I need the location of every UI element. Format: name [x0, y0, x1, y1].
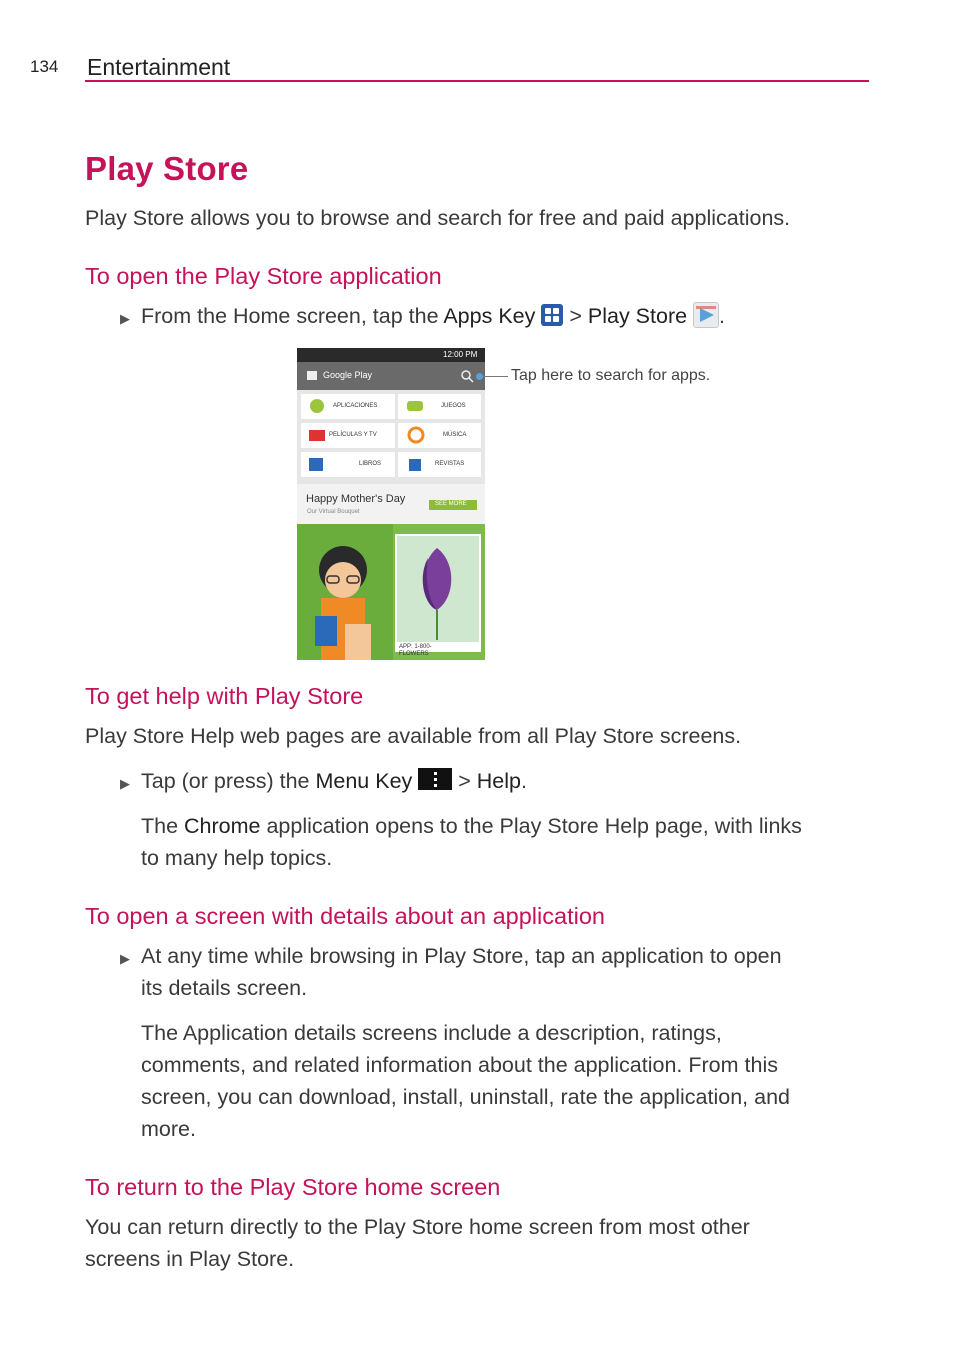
intro-text: Play Store allows you to browse and search for free and paid applications.: [85, 206, 791, 230]
help-label: Help: [476, 769, 521, 793]
menu-key-icon: [418, 768, 452, 790]
search-button[interactable]: [457, 366, 477, 386]
note-text: comments, and related information about the application. From this: [141, 1053, 778, 1077]
details-step: [141, 940, 871, 1004]
play-store-screenshot: [297, 348, 485, 660]
play-store-icon: [693, 302, 719, 328]
bullet-arrow-icon: ▶: [120, 951, 130, 966]
menu-key-label: Menu Key: [315, 769, 413, 793]
note-text: more.: [141, 1117, 196, 1141]
page-title: Play Store: [85, 150, 249, 187]
status-time: 12:00 PM: [443, 350, 478, 359]
heading-open-app: To open the Play Store application: [85, 263, 442, 289]
open-app-step: [141, 300, 871, 332]
note-text: screen, you can download, install, uninstall, rate the application, and: [141, 1085, 790, 1109]
page-number: 134: [30, 57, 59, 76]
return-line: You can return directly to the Play Store home screen from most other: [85, 1215, 750, 1239]
banner-button[interactable]: SEE MORE: [435, 501, 467, 507]
bullet-arrow-icon: ▶: [120, 311, 130, 326]
card-caption: APP: 1-800-FLOWERS: [399, 644, 432, 657]
category-item[interactable]: LIBROS: [359, 461, 382, 467]
heading-details: To open a screen with details about an application: [85, 903, 605, 929]
category-item[interactable]: REVISTAS: [435, 461, 465, 467]
callout-label: Tap here to search for apps.: [511, 367, 711, 384]
step-text: Tap (or press) the: [141, 769, 316, 793]
heading-return: To return to the Play Store home screen: [85, 1174, 501, 1200]
separator: >: [452, 769, 477, 793]
step-text: From the Home screen, tap the: [141, 304, 444, 328]
note-text: application opens to the Play Store Help page, with links: [260, 814, 802, 838]
step-end: .: [521, 769, 527, 793]
section-title: Entertainment: [87, 54, 231, 80]
play-store-label: Play Store: [587, 304, 688, 328]
note-text: The: [141, 814, 185, 838]
details-note: [141, 1017, 871, 1145]
step-end: .: [719, 304, 726, 328]
category-item[interactable]: JUEGOS: [441, 403, 466, 409]
separator: >: [563, 304, 588, 328]
help-description: Play Store Help web pages are available from all Play Store screens.: [85, 724, 742, 748]
header-rule: [85, 80, 869, 82]
app-bar-title: Google Play: [323, 370, 373, 380]
note-text: The Application details screens include a description, ratings,: [141, 1021, 722, 1045]
category-item[interactable]: MÚSICA: [443, 432, 467, 438]
step-text: At any time while browsing in Play Store, tap an application to open: [141, 944, 782, 968]
apps-key-icon: [541, 304, 563, 326]
category-item[interactable]: PELÍCULAS Y TV: [329, 432, 377, 438]
banner-title: Happy Mother's Day: [306, 493, 406, 505]
return-line: screens in Play Store.: [85, 1247, 295, 1271]
note-text: to many help topics.: [141, 846, 333, 870]
banner-subtitle: Our Virtual Bouquet: [307, 509, 360, 515]
category-item[interactable]: APLICACIONES: [333, 403, 378, 409]
chrome-label: Chrome: [184, 814, 261, 838]
heading-get-help: To get help with Play Store: [85, 683, 364, 709]
help-note: [141, 810, 871, 874]
step-text: its details screen.: [141, 976, 308, 1000]
bullet-arrow-icon: ▶: [120, 776, 130, 791]
apps-key-label: Apps Key: [443, 304, 536, 328]
callout-dot: [476, 373, 483, 380]
return-text: [85, 1211, 875, 1275]
help-step: [141, 765, 871, 797]
